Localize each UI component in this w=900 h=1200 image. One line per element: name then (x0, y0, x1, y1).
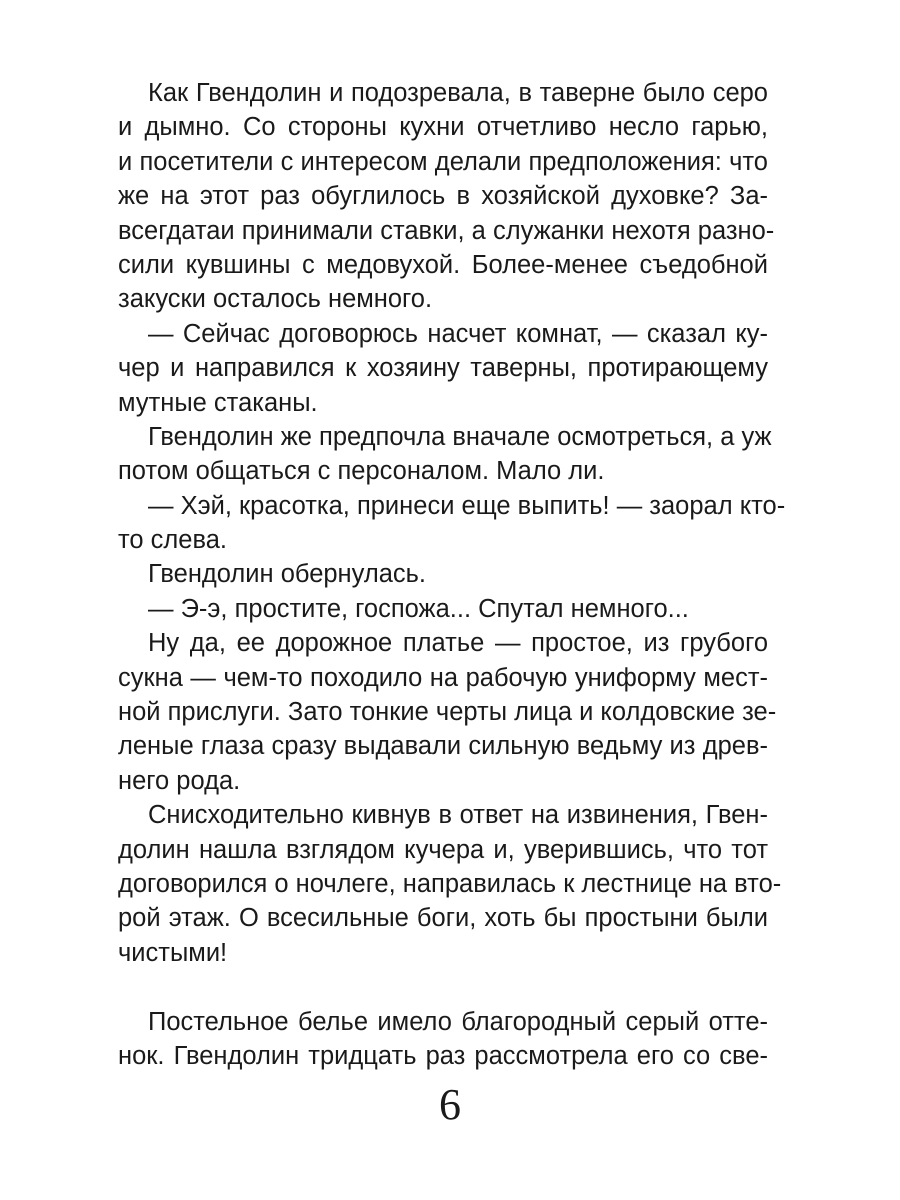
text-line: же на этот раз обуглилось в хозяйской духовке? За- (118, 182, 768, 211)
text-line: и посетители с интересом делали предположения: что (118, 147, 768, 176)
text-line: Гвендолин же предпочла вначале осмотреться, а уж (148, 422, 772, 451)
text-line: потом общаться с персоналом. Мало ли. (118, 457, 605, 486)
text-line: леные глаза сразу выдавали сильную ведьму из древ- (118, 732, 768, 761)
text-line: чер и направился к хозяину таверны, протирающему (118, 354, 768, 383)
text-line: долин нашла взглядом кучера и, уверившись, что тот (118, 835, 768, 864)
page-number: 6 (439, 1080, 461, 1129)
body-text (118, 76, 786, 1073)
text-line: Постельное белье имело благородный серый отте- (148, 1007, 768, 1036)
text-line: всегдатаи принимали ставки, а служанки нехотя разно- (118, 216, 775, 245)
text-line: ной прислуги. Зато тонкие черты лица и колдовские зе- (118, 698, 777, 727)
text-line: Гвендолин обернулась. (148, 560, 427, 589)
section-break (118, 970, 768, 1004)
text-line: рой этаж. О всесильные боги, хоть бы простыни были (118, 904, 768, 933)
text-line: него рода. (118, 766, 241, 795)
text-line: мутные стаканы. (118, 388, 318, 417)
text-line: — Э-э, простите, госпожа... Спутал немного... (148, 594, 689, 623)
text-line: договорился о ночлеге, направилась к лестнице на вто- (118, 869, 782, 898)
text-line: и дымно. Со стороны кухни отчетливо несло гарью, (118, 113, 768, 142)
text-line: чистыми! (118, 938, 228, 967)
text-line: сили кувшины с медовухой. Более-менее съедобной (118, 250, 768, 279)
text-line: Как Гвендолин и подозревала, в таверне было серо (148, 79, 768, 107)
text-line: Ну да, ее дорожное платье — простое, из грубого (148, 629, 768, 658)
text-line: закуски осталось немного. (118, 285, 433, 314)
text-line: Снисходительно кивнув в ответ на извинения, Гвен- (148, 801, 768, 830)
text-line: то слева. (118, 526, 227, 555)
text-line: сукна — чем-то походило на рабочую униформу мест- (118, 663, 768, 692)
text-line: — Сейчас договорюсь насчет комнат, — сказал ку- (148, 319, 768, 348)
text-line: нок. Гвендолин тридцать раз рассмотрела его со све- (118, 1041, 768, 1070)
text-line: — Хэй, красотка, принеси еще выпить! — заорал кто- (148, 491, 786, 520)
